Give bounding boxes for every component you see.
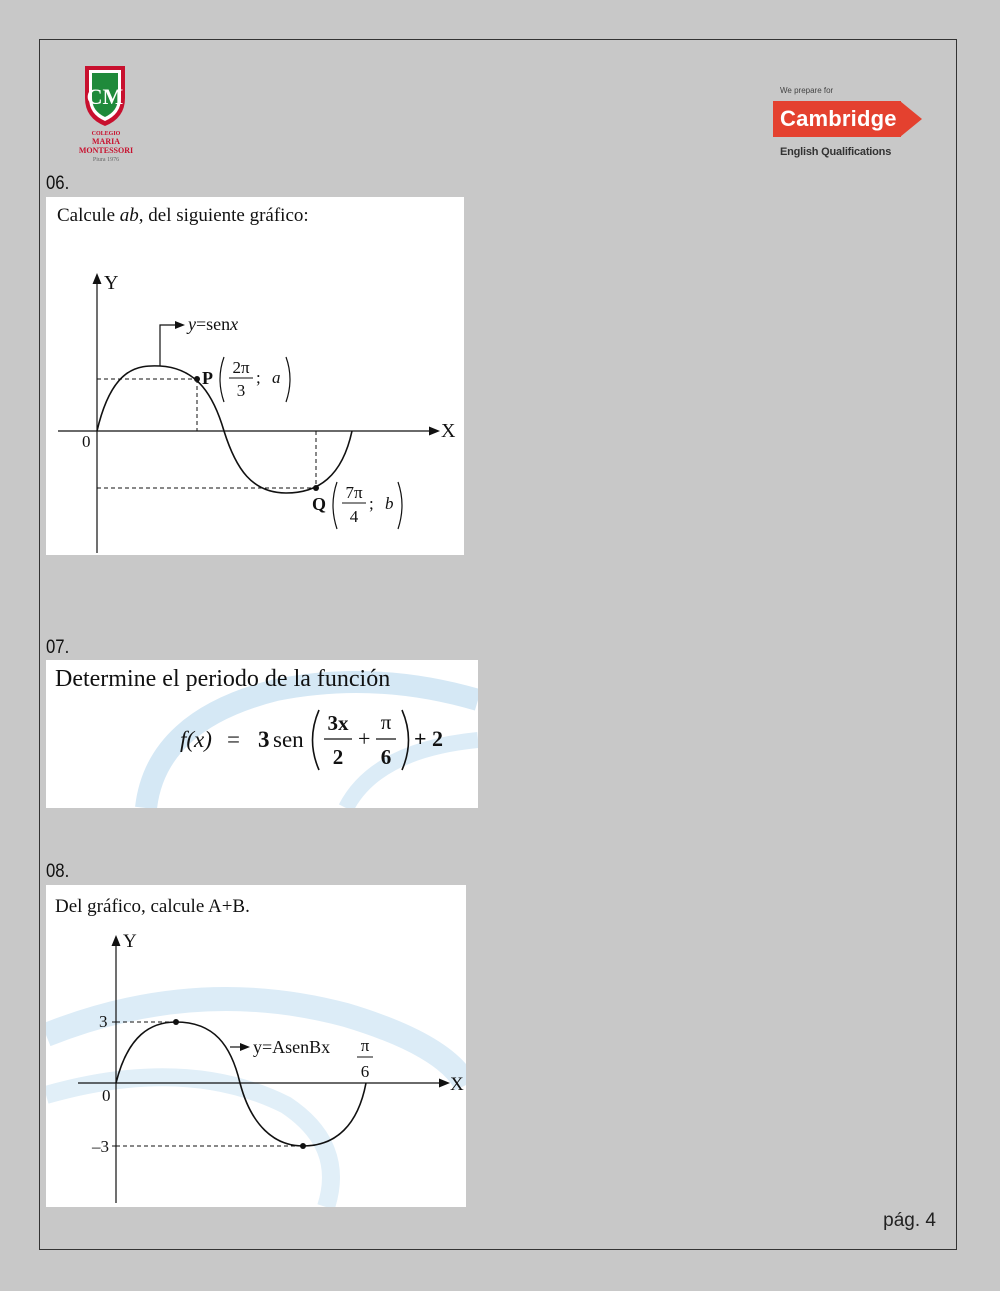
cambridge-subtitle: English Qualifications xyxy=(780,146,892,158)
curve-label: y=AsenBx xyxy=(253,1037,331,1057)
page-number: pág. 4 xyxy=(883,1210,936,1231)
p-paren-left xyxy=(220,357,224,402)
end-fraction-den: 6 xyxy=(360,1062,370,1081)
p-fraction-den: 3 xyxy=(236,381,246,400)
curve-label-arrow-icon xyxy=(240,1043,250,1051)
question-08-panel xyxy=(46,885,466,1207)
question-07-prompt: Determine el periodo de la función xyxy=(55,666,391,692)
frac1-numerator: 3x xyxy=(327,711,349,735)
cambridge-arrow-icon xyxy=(900,101,922,137)
frac2-denominator: 6 xyxy=(380,745,392,769)
question-number-07: 07. xyxy=(46,637,70,658)
min-point-marker xyxy=(300,1143,306,1149)
point-q-marker xyxy=(313,485,319,491)
origin-label: 0 xyxy=(82,432,91,451)
formula-function: sen xyxy=(273,727,304,752)
y-tick-bottom: –3 xyxy=(92,1137,109,1156)
point-p-marker xyxy=(194,376,200,382)
question-08-graph xyxy=(46,885,466,1207)
end-fraction-num: π xyxy=(360,1036,370,1055)
p-fraction-num: 2π xyxy=(232,358,250,377)
q-fraction-num: 7π xyxy=(345,483,363,502)
point-p-label: P xyxy=(202,368,213,388)
frac2-numerator: π xyxy=(380,710,392,734)
p-value: a xyxy=(272,368,281,387)
prompt-text: , del siguiente gráfico: xyxy=(138,205,309,226)
question-06-panel xyxy=(46,197,464,555)
question-08-prompt: Del gráfico, calcule A+B. xyxy=(55,896,250,917)
question-07-formula xyxy=(46,660,478,808)
q-paren-left xyxy=(333,482,337,529)
question-number-08: 08. xyxy=(46,861,70,882)
q-fraction-den: 4 xyxy=(349,507,359,526)
origin-label: 0 xyxy=(102,1086,111,1105)
y-tick-top: 3 xyxy=(99,1012,108,1031)
y-axis-arrow-icon xyxy=(112,935,121,946)
y-axis-label: Y xyxy=(123,931,137,952)
y-axis-arrow-icon xyxy=(93,273,102,284)
formula-tail: + 2 xyxy=(414,726,444,751)
y-axis-label: Y xyxy=(104,272,119,294)
p-separator: ; xyxy=(256,368,261,387)
sine-curve xyxy=(97,366,352,493)
q-paren-right xyxy=(398,482,402,529)
cambridge-brand: Cambridge xyxy=(773,101,901,137)
logo-monogram: CM xyxy=(86,84,124,109)
x-axis-label: X xyxy=(450,1074,464,1095)
formula-paren-left xyxy=(313,710,320,770)
formula-coefficient: 3 xyxy=(258,727,270,752)
q-value: b xyxy=(385,494,394,513)
logo-line4: Piura 1976 xyxy=(92,157,120,163)
curve-label: y=senx xyxy=(188,314,239,334)
q-separator: ; xyxy=(369,494,374,513)
school-shield-icon xyxy=(80,62,130,128)
cambridge-tagline: We prepare for xyxy=(780,86,834,95)
curve-label-leader xyxy=(160,325,177,366)
max-point-marker xyxy=(173,1019,179,1025)
formula-lhs: f(x) xyxy=(180,727,212,752)
prompt-variable: ab xyxy=(119,205,139,226)
p-paren-right xyxy=(286,357,290,402)
logo-line2: MARIA xyxy=(92,137,120,146)
formula-paren-right xyxy=(402,710,409,770)
frac1-denominator: 2 xyxy=(332,745,344,769)
question-07-panel xyxy=(46,660,478,808)
x-axis-label: X xyxy=(441,420,456,442)
question-number-06: 06. xyxy=(46,173,70,194)
point-q-label: Q xyxy=(312,494,327,514)
question-06-graph xyxy=(46,197,464,555)
x-axis-arrow-icon xyxy=(439,1079,450,1088)
logo-line1: COLEGIO xyxy=(91,131,121,137)
x-axis-arrow-icon xyxy=(429,427,440,436)
curve-label-arrow-icon xyxy=(175,321,185,329)
logo-line3: MONTESSORI xyxy=(78,146,134,155)
formula-equals: = xyxy=(227,727,240,752)
formula-plus: + xyxy=(358,726,371,751)
prompt-text: Calcule xyxy=(57,205,120,226)
